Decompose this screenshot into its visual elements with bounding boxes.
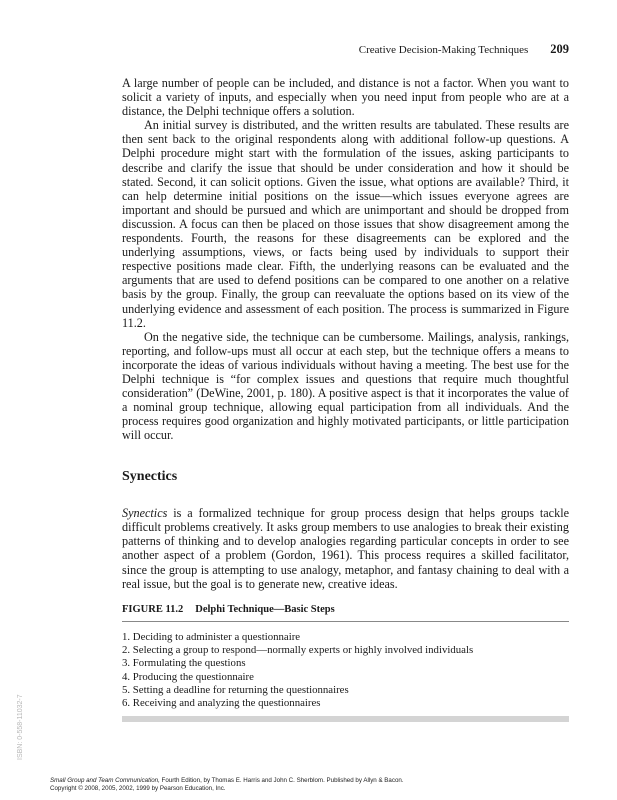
running-head-title: Creative Decision-Making Techniques [358, 44, 529, 56]
paragraph: On the negative side, the technique can be cumbersome. Mailings, analysis, rankings, reporting, and follow-ups must all occur at each step, but the technique offers a means to incorporate the ideas of various individuals without having a meeting. The best use for the Delphi technique is “for complex issues and questions that require much thoughtful consideration” (DeWine, 2001, p. 180). A positive aspect is that it incorporates the value of a nominal group technique, allowing equal participation from all individuals. And the process requires good organization and highly motivated participants, or little participation will occur. [122, 329, 569, 443]
synectics-term: Synectics [122, 506, 168, 521]
list-item: 4. Producing the questionnaire [122, 670, 254, 683]
list-item: 3. Formulating the questions [122, 657, 246, 670]
list-item: 2. Selecting a group to respond—normally experts or highly involved individuals [122, 644, 474, 657]
list-item: 1. Deciding to administer a questionnaire [122, 631, 301, 643]
list-item: 6. Receiving and analyzing the questionnaires [122, 697, 321, 710]
figure-label: FIGURE 11.2 [122, 604, 184, 615]
footer-line-1 [50, 777, 590, 785]
running-head [122, 42, 569, 57]
list-item: 5. Setting a deadline for returning the questionnaires [122, 683, 349, 696]
body-text [122, 76, 569, 442]
synectics-paragraph [122, 506, 569, 591]
page-number: 209 [550, 42, 569, 56]
footer-credits: Fourth Edition, by Thomas E. Harris and John C. Sherblom. Published by Allyn & Bacon. [159, 777, 404, 784]
figure-rule [122, 621, 569, 622]
figure-steps-list [122, 631, 569, 710]
footer-line-2: Copyright © 2008, 2005, 2002, 1999 by Pearson Education, Inc. [50, 784, 226, 792]
footer-book-title: Small Group and Team Communication, [50, 777, 160, 784]
isbn-margin-text: ISBN: 0-558-11032-7 [17, 694, 24, 760]
paragraph: A large number of people can be included, and distance is not a factor. When you want to solicit a variety of inputs, and especially when you need input from people who are at a distance, the Delphi technique offers a solution. [122, 76, 569, 119]
copyright-footer [50, 777, 590, 792]
paragraph: An initial survey is distributed, and the written results are tabulated. These results are then sent back to the original respondents along with additional follow-up questions. A Delphi procedure might start with the formulation of the issues, asking participants to describe and clarify the issue that should be under consideration and how it should be stated. Second, it can solicit options. Given the issue, what options are available? Third, it can help determine initial positions on the issue—which issues everyone agrees are important and should be pursued and which are unimportant and should be dropped from discussion. A focus can then be placed on those issues that show disagreement among the respondents. Fourth, the reasons for these disagreements can be explored and the underlying assumptions, views, or facts being used by individuals to support their respective positions made clear. Fifth, the underlying reasons can be evaluated and the arguments that are used to defend positions can be compared to one another on a relative basis by the group. Finally, the group can reevaluate the options based on its view of the underlying evidence and assessment of each position. The process is summarized in Figure 11.2. [122, 118, 569, 330]
figure-bottom-bar [122, 716, 569, 722]
figure-title: Delphi Technique—Basic Steps [195, 604, 335, 615]
synectics-text: is a formalized technique for group process design that helps groups tackle difficult problems creatively. It asks group members to use analogies to break their existing patterns of thinking and to develop analogies regarding particular concepts in order to see another aspect of a problem (Gordon, 1961). This process requires a skilled facilitator, since the group is attempting to use analogy, metaphor, and fantasy chaining to deal with a real issue, but the goal is to generate new, creative ideas. [122, 506, 569, 591]
figure-caption [122, 604, 569, 615]
section-heading: Synectics [122, 469, 178, 484]
